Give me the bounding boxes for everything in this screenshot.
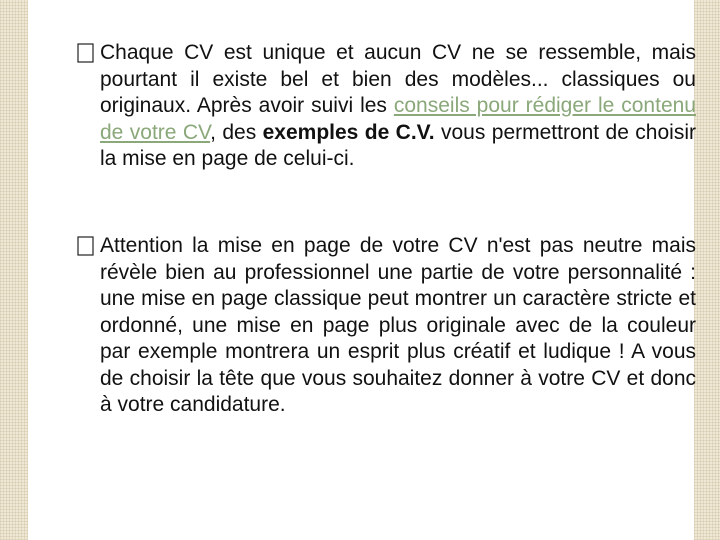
paragraph-text: vous permettront de choisir la mise en page de celui-ci. [100,120,696,170]
left-decorative-border [0,0,28,540]
bold-text: exemples de C.V. [262,120,435,144]
paragraph-text: Chaque CV est unique et aucun CV ne se ressemble, mais pourtant il existe bel et bien des modèles... classiques ou originaux. Après avoir suivi les [100,41,696,117]
slide-content [28,0,694,540]
advice-link[interactable]: conseils pour rédiger le contenu de votre CV [100,94,696,144]
paragraph-layout-attention [100,233,696,419]
paragraph-text: Attention la mise en page de votre CV n'est pas neutre mais révèle bien au professionnel une partie de votre personnalité : une mise en page classique peut montrer un caractère stricte et ordonné, une mise en page plus originale avec de la couleur par exemple montrera un esprit plus créatif et ludique ! A vous de choisir la tête que vous souhaitez donner à votre CV et donc à votre candidature. [100,234,696,416]
missing-glyph-box-icon [76,235,98,257]
paragraph-text: , des [210,120,263,144]
right-decorative-border [694,0,720,540]
missing-glyph-box-icon [76,42,98,64]
paragraph-cv-models [100,40,696,173]
